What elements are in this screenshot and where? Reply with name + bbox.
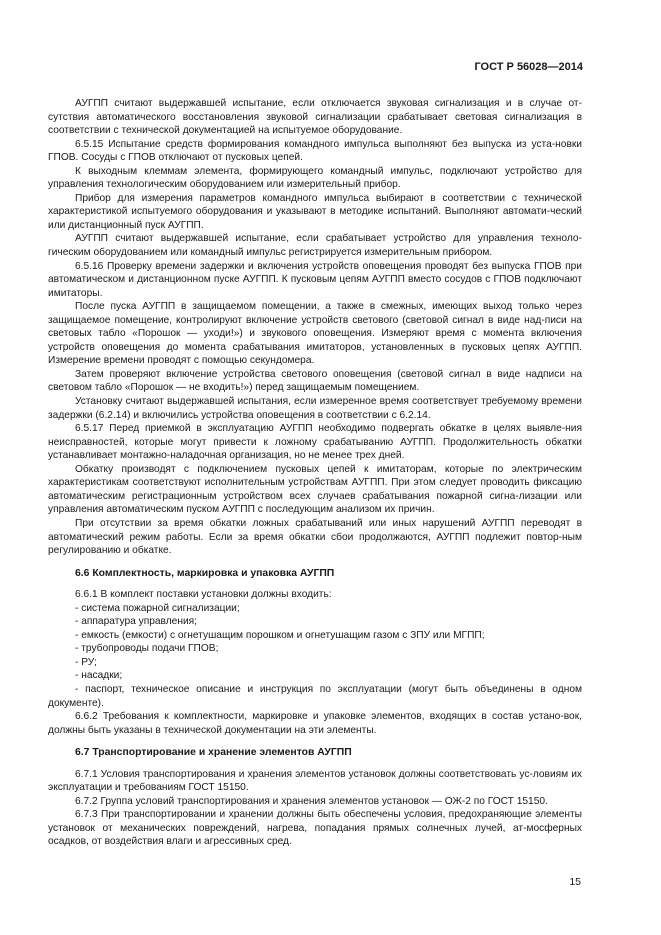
list-item: - паспорт, техническое описание и инструкция по эксплуатации (могут быть объединены в одном документе). — [48, 683, 582, 709]
paragraph-6-5-15: 6.5.15 Испытание средств формирования командного импульса выполняют без выпуска из уста-новки ГПОВ. Сосуды с ГПОВ отключают от пусковых цепей. — [48, 138, 582, 164]
paragraph: После пуска АУГПП в защищаемом помещении, а также в смежных, имеющих выход только через защищаемое помещение, контролируют включение устройств светового (световой сигнал в виде над-писи на световых табло «Порошок — уходи!») и звукового оповещения. Измеряют время с момента включения устройств оповещения до момента срабатывания имитаторов, установленных в пусковых цепях АУГПП. Измерение времени проводят с помощью секундомера. — [48, 301, 582, 367]
list-item: - емкость (емкости) с огнетушащим порошком и огнетушащим газом с ЗПУ или МГПП; — [75, 629, 485, 641]
list-item: - система пожарной сигнализации; — [75, 602, 240, 614]
paragraph-6-6-1: 6.6.1 В комплект поставки установки должны входить: — [75, 589, 332, 601]
paragraph: Обкатку производят с подключением пусковых цепей к имитаторам, которые по электрическим характеристикам соответствуют исполнительным устройствам АУГПП. При этом следует проводить фиксацию автоматическим регистрационным устройством всех случаев срабатывания пожарной сигна-лизации или управления автоматическим пуском АУГПП с последующим анализом их причин. — [48, 463, 582, 516]
paragraph-6-7-2: 6.7.2 Группа условий транспортирования и хранения элементов установок — ОЖ-2 по ГОСТ 15150. — [75, 795, 548, 807]
paragraph: При отсутствии за время обкатки ложных срабатываний или иных нарушений АУГПП переводят в автоматический режим работы. Если за время обкатки сбои продолжаются, АУГПП подлежит повтор-ным регулированию и обкатке. — [48, 517, 582, 557]
list-item: - РУ; — [75, 656, 97, 668]
document-header: ГОСТ Р 56028—2014 — [474, 61, 583, 73]
paragraph: АУГПП считают выдержавшей испытание, если срабатывает устройство для управления техноло-гическим оборудованием или командный импульс регистрируется измерительным прибором. — [48, 233, 582, 259]
page-number: 15 — [569, 876, 581, 888]
paragraph: Затем проверяют включение устройства светового оповещения (световой сигнал в виде надписи на световом табло «Порошок — не входить!») перед защищаемым помещением. — [48, 368, 582, 394]
paragraph: К выходным клеммам элемента, формирующего командный импульс, подключают устройство для управления технологическим оборудованием или измерительный прибор. — [48, 165, 582, 191]
page-body — [48, 97, 582, 849]
section-heading-6-7: 6.7 Транспортирование и хранение элементов АУГПП — [75, 747, 352, 759]
paragraph-6-5-16: 6.5.16 Проверку времени задержки и включения устройств оповещения проводят без выпуска ГПОВ при автоматическом и дистанционном пуске АУГПП. К пусковым цепям АУГПП вместо сосудов с ГПОВ подключают имитаторы. — [48, 260, 582, 299]
section-heading-6-6: 6.6 Комплектность, маркировка и упаковка АУГПП — [75, 567, 335, 579]
paragraph: Прибор для измерения параметров командного импульса выбирают в соответствии с технической характеристикой испытуемого оборудования и указывают в методике испытаний. Выполняют автомати-ческий или дистанционный пуск АУГПП. — [48, 192, 582, 231]
paragraph: Установку считают выдержавшей испытания, если измеренное время соответствует требуемому времени задержки (6.2.14) и включились устройства оповещения в соответствии с 6.2.14. — [48, 396, 582, 421]
paragraph-6-7-1: 6.7.1 Условия транспортирования и хранения элементов установок должны соответствовать ус-ловиям их эксплуатации и требованиям ГОСТ 15150. — [48, 768, 582, 794]
list-item: - насадки; — [75, 670, 123, 682]
paragraph: АУГПП считают выдержавшей испытание, если отключается звуковая сигнализация и в случае от-сутствия автоматического восстановления звуковой сигнализации срабатывает световая сигнализация в соответствии с технической документацией на испытуемое оборудование. — [48, 98, 582, 137]
paragraph-6-5-17: 6.5.17 Перед приемкой в эксплуатацию АУГПП необходимо подвергать обкатке в целях выявле-ния неисправностей, которые могут привести к ложному срабатыванию АУГПП. Продолжительность обкатки устанавливает монтажно-наладочная организация, но не менее трех дней. — [48, 423, 582, 462]
list-item: - трубопроводы подачи ГПОВ; — [75, 643, 219, 655]
paragraph-6-7-3: 6.7.3 При транспортировании и хранении должны быть обеспечены условия, предохраняющие элементы установок от механических повреждений, нагрева, попадания прямых солнечных лучей, ат-мосферных осадков, от воздействия влаги и агрессивных сред. — [48, 809, 582, 848]
paragraph-6-6-2: 6.6.2 Требования к комплектности, маркировке и упаковке элементов, входящих в состав устано-вок, должны быть указаны в технической документации на эти элементы. — [48, 711, 582, 736]
list-item: - аппаратура управления; — [75, 616, 198, 628]
